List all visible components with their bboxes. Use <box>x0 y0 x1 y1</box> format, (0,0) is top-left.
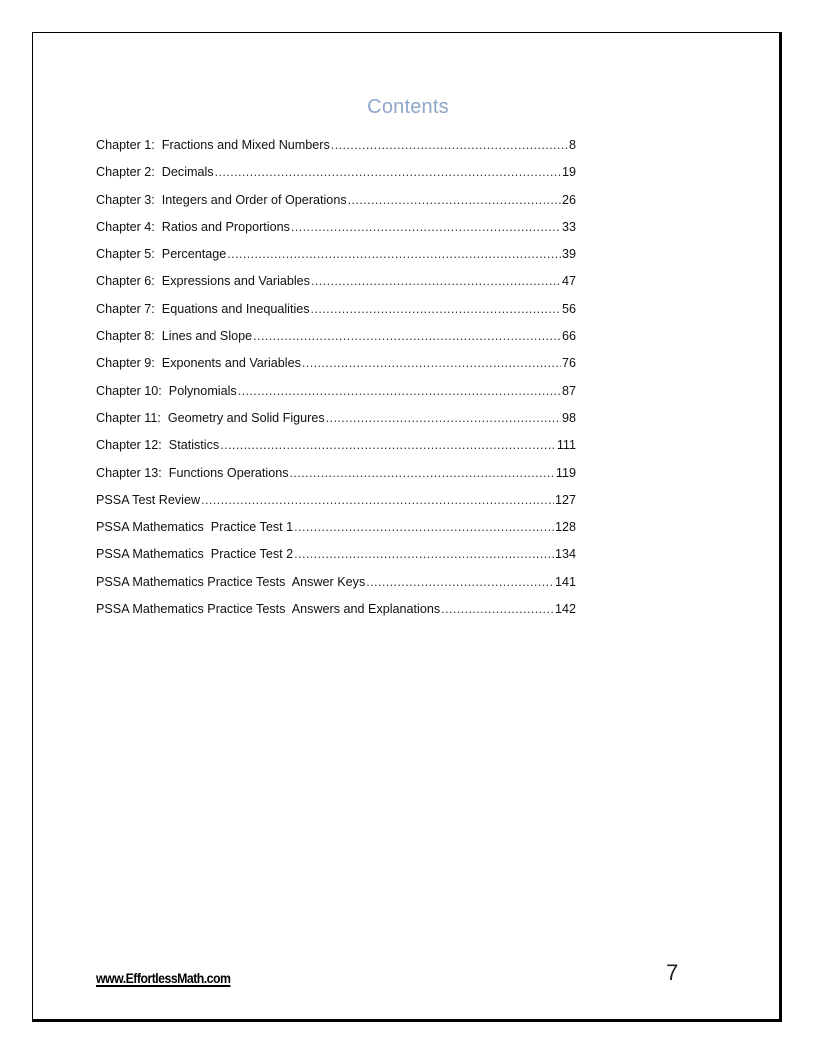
toc-entry-page: 76 <box>561 356 576 371</box>
toc-entry-label: PSSA Mathematics Practice Tests Answer Keys <box>96 574 366 589</box>
toc-entry-label: PSSA Mathematics Practice Test 1 <box>96 520 294 535</box>
dot-leader <box>291 220 561 234</box>
toc-entry-chapter-11[interactable] <box>96 411 576 438</box>
toc-entry-page: 111 <box>556 438 576 453</box>
toc-entry-label: Chapter 1: Fractions and Mixed Numbers <box>96 138 330 152</box>
toc-entry-label: Chapter 13: Functions Operations <box>96 465 289 480</box>
toc-entry-chapter-10[interactable] <box>96 384 576 411</box>
dot-leader <box>290 466 555 480</box>
toc-entry-label: Chapter 8: Lines and Slope <box>96 329 253 344</box>
toc-entry-label: PSSA Mathematics Practice Test 2 <box>96 547 294 562</box>
toc-entry-label: Chapter 11: Geometry and Solid Figures <box>96 410 325 425</box>
dot-leader <box>238 384 561 398</box>
toc-entry-label: Chapter 12: Statistics <box>96 438 220 453</box>
toc-entry-page: 56 <box>561 301 576 316</box>
dot-leader <box>348 193 561 207</box>
dot-leader <box>294 547 554 561</box>
toc-entry-page: 127 <box>554 492 576 507</box>
toc-entry-page: 39 <box>561 247 576 262</box>
toc-entry-chapter-8[interactable] <box>96 329 576 356</box>
dot-leader <box>302 356 561 370</box>
toc-entry-label: Chapter 4: Ratios and Proportions <box>96 219 290 234</box>
toc-entry-page: 87 <box>561 383 576 398</box>
toc-entry-page: 26 <box>561 192 576 207</box>
toc-entry-page: 33 <box>561 219 576 234</box>
toc-entry-label: Chapter 6: Expressions and Variables <box>96 274 310 289</box>
footer-website-link[interactable]: www.EffortlessMath.com <box>96 970 231 986</box>
toc-entry-label: Chapter 9: Exponents and Variables <box>96 356 301 371</box>
toc-title: Contents <box>367 96 449 118</box>
toc-entry-practice-test-1[interactable] <box>96 520 576 547</box>
dot-leader <box>366 575 554 589</box>
dot-leader <box>326 411 561 425</box>
toc-entry-page: 119 <box>555 465 576 480</box>
toc-entry-page: 142 <box>554 602 576 617</box>
table-of-contents <box>96 138 576 629</box>
dot-leader <box>441 602 554 616</box>
toc-entry-chapter-3[interactable] <box>96 193 576 220</box>
toc-entry-page: 128 <box>554 520 576 535</box>
toc-entry-chapter-1[interactable] <box>96 138 576 165</box>
toc-entry-test-review[interactable] <box>96 493 576 520</box>
dot-leader <box>311 274 561 288</box>
toc-entry-chapter-7[interactable] <box>96 302 576 329</box>
toc-entry-chapter-2[interactable] <box>96 165 576 192</box>
toc-entry-label: Chapter 7: Equations and Inequalities <box>96 301 310 316</box>
toc-entry-label: Chapter 2: Decimals <box>96 165 214 180</box>
toc-entry-chapter-5[interactable] <box>96 247 576 274</box>
toc-entry-page: 47 <box>561 274 576 289</box>
toc-entry-page: 8 <box>568 138 576 152</box>
toc-entry-chapter-4[interactable] <box>96 220 576 247</box>
toc-entry-chapter-9[interactable] <box>96 356 576 383</box>
dot-leader <box>311 302 561 316</box>
toc-entry-label: PSSA Test Review <box>96 492 201 507</box>
dot-leader <box>215 165 561 179</box>
toc-entry-label: Chapter 5: Percentage <box>96 247 227 262</box>
toc-entry-label: Chapter 10: Polynomials <box>96 383 237 398</box>
toc-entry-label: Chapter 3: Integers and Order of Operations <box>96 192 347 207</box>
toc-entry-chapter-6[interactable] <box>96 274 576 301</box>
dot-leader <box>227 247 561 261</box>
toc-entry-chapter-13[interactable] <box>96 466 576 493</box>
dot-leader <box>294 520 554 534</box>
toc-entry-practice-test-2[interactable] <box>96 547 576 574</box>
toc-entry-answers-explanations[interactable] <box>96 602 576 629</box>
toc-entry-page: 134 <box>554 547 576 562</box>
dot-leader <box>201 493 554 507</box>
dot-leader <box>220 438 556 452</box>
toc-entry-label: PSSA Mathematics Practice Tests Answers and Explanations <box>96 602 441 617</box>
dot-leader <box>331 138 568 152</box>
toc-entry-page: 66 <box>561 329 576 344</box>
toc-entry-page: 98 <box>561 410 576 425</box>
toc-entry-answer-keys[interactable] <box>96 575 576 602</box>
page-number: 7 <box>666 960 679 985</box>
dot-leader <box>253 329 561 343</box>
toc-entry-chapter-12[interactable] <box>96 438 576 465</box>
toc-entry-page: 19 <box>561 165 576 180</box>
toc-entry-page: 141 <box>554 574 576 589</box>
